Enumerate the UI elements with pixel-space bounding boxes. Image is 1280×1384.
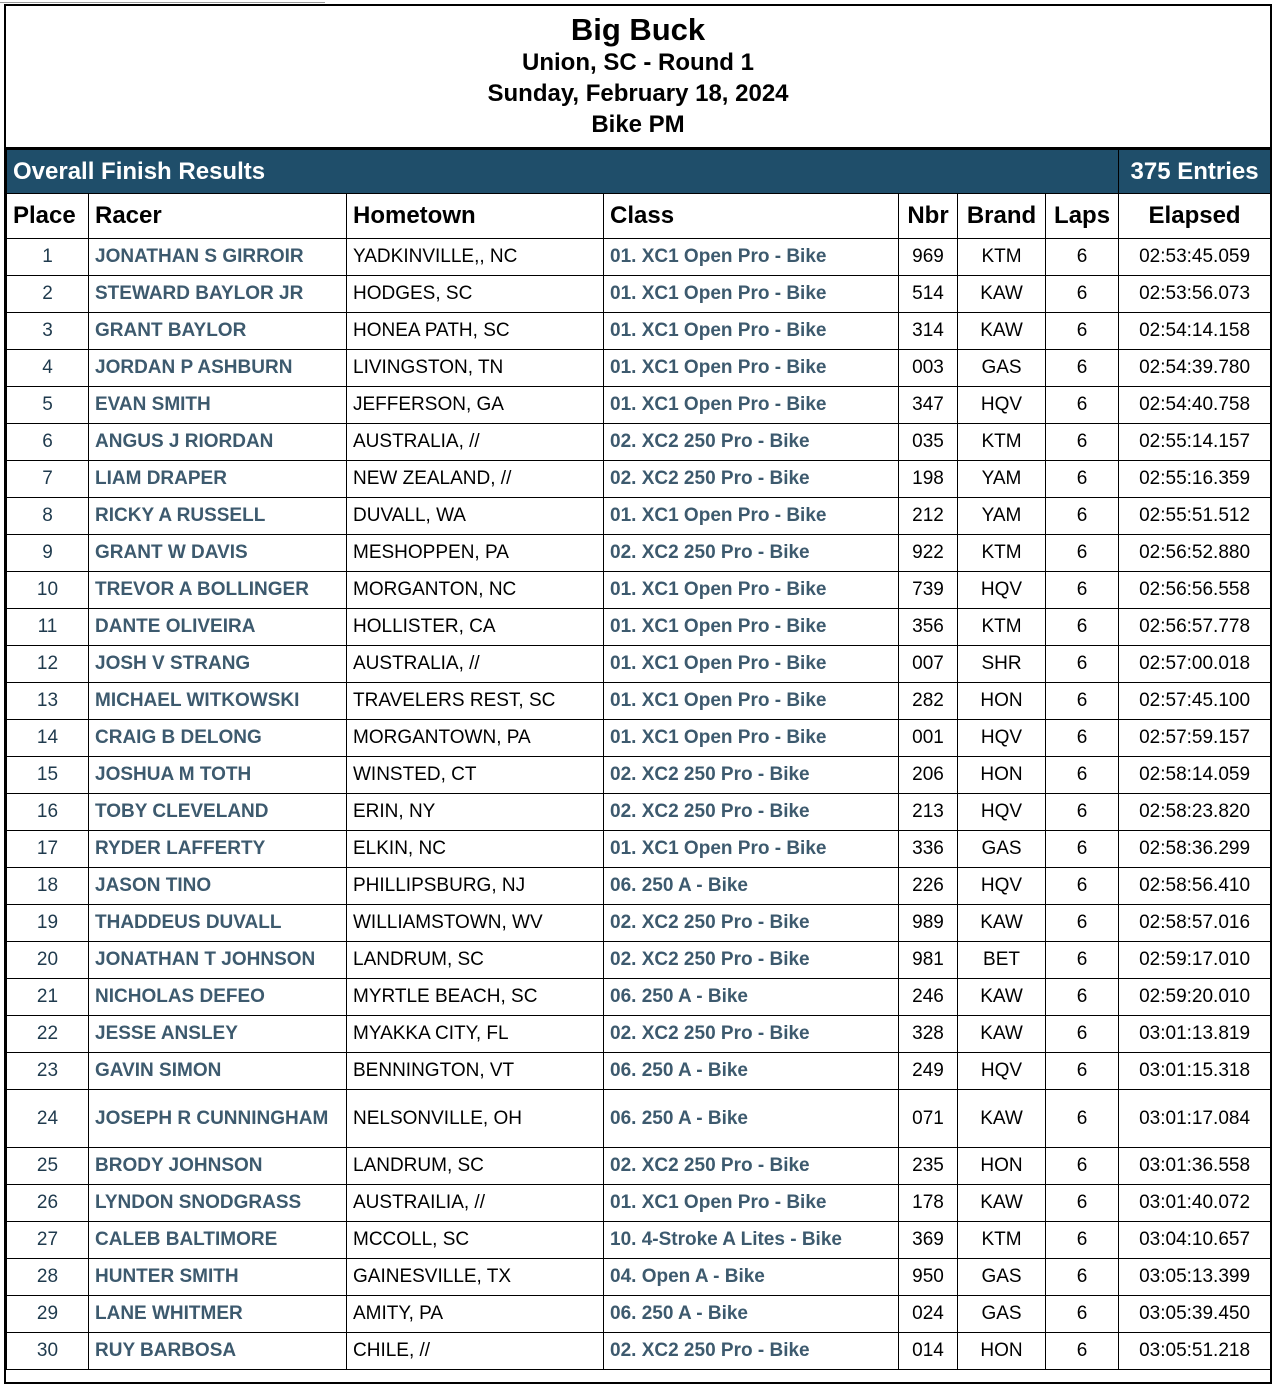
row-place: 26	[7, 1185, 89, 1222]
racer-name[interactable]: RUY BARBOSA	[89, 1333, 347, 1370]
bike-number: 071	[899, 1090, 958, 1148]
race-class: 02. XC2 250 Pro - Bike	[604, 905, 899, 942]
racer-name[interactable]: GRANT W DAVIS	[89, 535, 347, 572]
laps-count: 6	[1046, 1185, 1119, 1222]
row-place: 20	[7, 942, 89, 979]
elapsed-time: 02:53:45.059	[1119, 239, 1271, 276]
race-class: 06. 250 A - Bike	[604, 1090, 899, 1148]
racer-name[interactable]: JONATHAN S GIRROIR	[89, 239, 347, 276]
bike-brand: GAS	[958, 1259, 1046, 1296]
race-class: 02. XC2 250 Pro - Bike	[604, 535, 899, 572]
hometown: AUSTRAILIA, //	[347, 1185, 604, 1222]
laps-count: 6	[1046, 868, 1119, 905]
table-row	[7, 831, 1271, 868]
bike-number: 347	[899, 387, 958, 424]
bike-brand: KTM	[958, 239, 1046, 276]
bike-brand: SHR	[958, 646, 1046, 683]
elapsed-time: 02:56:52.880	[1119, 535, 1271, 572]
race-class: 02. XC2 250 Pro - Bike	[604, 1148, 899, 1185]
table-row	[7, 498, 1271, 535]
elapsed-time: 02:56:56.558	[1119, 572, 1271, 609]
bike-number: 007	[899, 646, 958, 683]
race-class: 01. XC1 Open Pro - Bike	[604, 720, 899, 757]
bike-brand: GAS	[958, 831, 1046, 868]
col-laps: Laps	[1046, 194, 1119, 239]
bike-number: 969	[899, 239, 958, 276]
bike-number: 328	[899, 1016, 958, 1053]
table-row	[7, 387, 1271, 424]
table-row	[7, 572, 1271, 609]
row-place: 8	[7, 498, 89, 535]
bike-brand: YAM	[958, 461, 1046, 498]
table-row	[7, 942, 1271, 979]
column-header-row	[7, 194, 1271, 239]
hometown: HOLLISTER, CA	[347, 609, 604, 646]
table-row	[7, 794, 1271, 831]
bike-brand: YAM	[958, 498, 1046, 535]
laps-count: 6	[1046, 387, 1119, 424]
elapsed-time: 02:57:59.157	[1119, 720, 1271, 757]
bike-brand: KAW	[958, 1016, 1046, 1053]
bike-brand: HON	[958, 1333, 1046, 1370]
elapsed-time: 03:05:39.450	[1119, 1296, 1271, 1333]
race-class: 01. XC1 Open Pro - Bike	[604, 313, 899, 350]
race-class: 02. XC2 250 Pro - Bike	[604, 794, 899, 831]
racer-name[interactable]: NICHOLAS DEFEO	[89, 979, 347, 1016]
table-row	[7, 1148, 1271, 1185]
laps-count: 6	[1046, 794, 1119, 831]
racer-name[interactable]: JOSEPH R CUNNINGHAM	[89, 1090, 347, 1148]
race-class: 06. 250 A - Bike	[604, 979, 899, 1016]
event-location: Union, SC - Round 1	[522, 49, 754, 76]
table-row	[7, 609, 1271, 646]
bike-number: 246	[899, 979, 958, 1016]
laps-count: 6	[1046, 831, 1119, 868]
elapsed-time: 02:58:56.410	[1119, 868, 1271, 905]
race-class: 04. Open A - Bike	[604, 1259, 899, 1296]
event-header	[6, 6, 1270, 149]
bike-number: 178	[899, 1185, 958, 1222]
bike-number: 206	[899, 757, 958, 794]
bike-brand: GAS	[958, 350, 1046, 387]
racer-name[interactable]: JORDAN P ASHBURN	[89, 350, 347, 387]
race-class: 10. 4-Stroke A Lites - Bike	[604, 1222, 899, 1259]
table-row	[7, 313, 1271, 350]
hometown: HONEA PATH, SC	[347, 313, 604, 350]
bike-brand: HQV	[958, 1053, 1046, 1090]
hometown: MYRTLE BEACH, SC	[347, 979, 604, 1016]
elapsed-time: 02:58:23.820	[1119, 794, 1271, 831]
table-row	[7, 720, 1271, 757]
bike-number: 314	[899, 313, 958, 350]
table-row	[7, 1333, 1271, 1370]
laps-count: 6	[1046, 239, 1119, 276]
col-elapsed: Elapsed	[1119, 194, 1271, 239]
hometown: ELKIN, NC	[347, 831, 604, 868]
laps-count: 6	[1046, 1148, 1119, 1185]
results-body	[7, 239, 1271, 1370]
row-place: 25	[7, 1148, 89, 1185]
race-class: 02. XC2 250 Pro - Bike	[604, 424, 899, 461]
elapsed-time: 03:05:51.218	[1119, 1333, 1271, 1370]
bike-brand: KAW	[958, 1185, 1046, 1222]
row-place: 27	[7, 1222, 89, 1259]
laps-count: 6	[1046, 1333, 1119, 1370]
table-row	[7, 905, 1271, 942]
hometown: PHILLIPSBURG, NJ	[347, 868, 604, 905]
bike-brand: HQV	[958, 868, 1046, 905]
row-place: 2	[7, 276, 89, 313]
bike-number: 950	[899, 1259, 958, 1296]
row-place: 19	[7, 905, 89, 942]
bike-brand: KTM	[958, 535, 1046, 572]
bike-brand: HQV	[958, 720, 1046, 757]
laps-count: 6	[1046, 1090, 1119, 1148]
elapsed-time: 02:57:45.100	[1119, 683, 1271, 720]
laps-count: 6	[1046, 942, 1119, 979]
racer-name[interactable]: STEWARD BAYLOR JR	[89, 276, 347, 313]
event-title: Big Buck	[570, 12, 706, 47]
bike-brand: HON	[958, 683, 1046, 720]
elapsed-time: 02:53:56.073	[1119, 276, 1271, 313]
racer-name[interactable]: JESSE ANSLEY	[89, 1016, 347, 1053]
row-place: 21	[7, 979, 89, 1016]
row-place: 29	[7, 1296, 89, 1333]
row-place: 30	[7, 1333, 89, 1370]
bike-number: 213	[899, 794, 958, 831]
race-class: 01. XC1 Open Pro - Bike	[604, 387, 899, 424]
bike-number: 369	[899, 1222, 958, 1259]
bike-brand: HON	[958, 1148, 1046, 1185]
racer-name[interactable]: JONATHAN T JOHNSON	[89, 942, 347, 979]
racer-name[interactable]: LYNDON SNODGRASS	[89, 1185, 347, 1222]
bike-number: 001	[899, 720, 958, 757]
elapsed-time: 03:04:10.657	[1119, 1222, 1271, 1259]
bike-brand: KTM	[958, 609, 1046, 646]
bike-brand: KAW	[958, 979, 1046, 1016]
elapsed-time: 02:58:36.299	[1119, 831, 1271, 868]
bike-number: 226	[899, 868, 958, 905]
elapsed-time: 03:01:13.819	[1119, 1016, 1271, 1053]
bike-number: 014	[899, 1333, 958, 1370]
laps-count: 6	[1046, 1053, 1119, 1090]
bike-brand: HQV	[958, 572, 1046, 609]
row-place: 12	[7, 646, 89, 683]
table-row	[7, 1259, 1271, 1296]
row-place: 6	[7, 424, 89, 461]
top-divider	[0, 0, 325, 3]
hometown: MORGANTON, NC	[347, 572, 604, 609]
col-class: Class	[604, 194, 899, 239]
elapsed-time: 02:56:57.778	[1119, 609, 1271, 646]
bike-brand: KAW	[958, 1090, 1046, 1148]
hometown: MYAKKA CITY, FL	[347, 1016, 604, 1053]
elapsed-time: 02:59:20.010	[1119, 979, 1271, 1016]
bike-number: 514	[899, 276, 958, 313]
racer-name[interactable]: THADDEUS DUVALL	[89, 905, 347, 942]
laps-count: 6	[1046, 757, 1119, 794]
racer-name[interactable]: DANTE OLIVEIRA	[89, 609, 347, 646]
elapsed-time: 02:57:00.018	[1119, 646, 1271, 683]
bike-brand: KAW	[958, 276, 1046, 313]
hometown: TRAVELERS REST, SC	[347, 683, 604, 720]
elapsed-time: 03:05:13.399	[1119, 1259, 1271, 1296]
results-sheet	[4, 4, 1272, 1384]
racer-name[interactable]: CALEB BALTIMORE	[89, 1222, 347, 1259]
hometown: GAINESVILLE, TX	[347, 1259, 604, 1296]
bike-brand: KTM	[958, 424, 1046, 461]
racer-name[interactable]: BRODY JOHNSON	[89, 1148, 347, 1185]
row-place: 16	[7, 794, 89, 831]
race-class: 02. XC2 250 Pro - Bike	[604, 1333, 899, 1370]
bike-number: 356	[899, 609, 958, 646]
table-row	[7, 1053, 1271, 1090]
laps-count: 6	[1046, 979, 1119, 1016]
race-class: 01. XC1 Open Pro - Bike	[604, 831, 899, 868]
race-class: 01. XC1 Open Pro - Bike	[604, 276, 899, 313]
row-place: 23	[7, 1053, 89, 1090]
bike-number: 282	[899, 683, 958, 720]
bike-brand: KTM	[958, 1222, 1046, 1259]
hometown: DUVALL, WA	[347, 498, 604, 535]
racer-name[interactable]: HUNTER SMITH	[89, 1259, 347, 1296]
race-class: 01. XC1 Open Pro - Bike	[604, 239, 899, 276]
section-bar	[7, 150, 1271, 194]
racer-name[interactable]: ANGUS J RIORDAN	[89, 424, 347, 461]
laps-count: 6	[1046, 313, 1119, 350]
table-row	[7, 424, 1271, 461]
race-class: 01. XC1 Open Pro - Bike	[604, 646, 899, 683]
hometown: BENNINGTON, VT	[347, 1053, 604, 1090]
row-place: 13	[7, 683, 89, 720]
hometown: AMITY, PA	[347, 1296, 604, 1333]
row-place: 14	[7, 720, 89, 757]
race-class: 06. 250 A - Bike	[604, 868, 899, 905]
laps-count: 6	[1046, 609, 1119, 646]
racer-name[interactable]: JOSHUA M TOTH	[89, 757, 347, 794]
hometown: LANDRUM, SC	[347, 1148, 604, 1185]
col-hometown: Hometown	[347, 194, 604, 239]
bike-number: 249	[899, 1053, 958, 1090]
row-place: 7	[7, 461, 89, 498]
race-class: 02. XC2 250 Pro - Bike	[604, 461, 899, 498]
bike-number: 198	[899, 461, 958, 498]
racer-name[interactable]: RICKY A RUSSELL	[89, 498, 347, 535]
race-class: 01. XC1 Open Pro - Bike	[604, 350, 899, 387]
bike-brand: KAW	[958, 313, 1046, 350]
racer-name[interactable]: RYDER LAFFERTY	[89, 831, 347, 868]
table-row	[7, 1296, 1271, 1333]
laps-count: 6	[1046, 498, 1119, 535]
bike-number: 989	[899, 905, 958, 942]
laps-count: 6	[1046, 350, 1119, 387]
racer-name[interactable]: GAVIN SIMON	[89, 1053, 347, 1090]
racer-name[interactable]: CRAIG B DELONG	[89, 720, 347, 757]
elapsed-time: 02:54:14.158	[1119, 313, 1271, 350]
racer-name[interactable]: LIAM DRAPER	[89, 461, 347, 498]
bike-brand: GAS	[958, 1296, 1046, 1333]
bike-number: 024	[899, 1296, 958, 1333]
hometown: LIVINGSTON, TN	[347, 350, 604, 387]
col-racer: Racer	[89, 194, 347, 239]
event-date: Sunday, February 18, 2024	[487, 80, 789, 107]
table-row	[7, 1222, 1271, 1259]
racer-name[interactable]: MICHAEL WITKOWSKI	[89, 683, 347, 720]
bike-brand: HQV	[958, 387, 1046, 424]
laps-count: 6	[1046, 905, 1119, 942]
bike-number: 035	[899, 424, 958, 461]
laps-count: 6	[1046, 276, 1119, 313]
laps-count: 6	[1046, 424, 1119, 461]
results-table	[6, 149, 1271, 1370]
row-place: 1	[7, 239, 89, 276]
race-class: 06. 250 A - Bike	[604, 1296, 899, 1333]
bike-brand: HQV	[958, 794, 1046, 831]
hometown: JEFFERSON, GA	[347, 387, 604, 424]
bike-brand: KAW	[958, 905, 1046, 942]
row-place: 28	[7, 1259, 89, 1296]
elapsed-time: 02:54:40.758	[1119, 387, 1271, 424]
hometown: NELSONVILLE, OH	[347, 1090, 604, 1148]
row-place: 22	[7, 1016, 89, 1053]
racer-name[interactable]: TREVOR A BOLLINGER	[89, 572, 347, 609]
hometown: LANDRUM, SC	[347, 942, 604, 979]
table-row	[7, 276, 1271, 313]
bike-brand: HON	[958, 757, 1046, 794]
elapsed-time: 02:59:17.010	[1119, 942, 1271, 979]
elapsed-time: 02:55:14.157	[1119, 424, 1271, 461]
racer-name[interactable]: JOSH V STRANG	[89, 646, 347, 683]
hometown: CHILE, //	[347, 1333, 604, 1370]
hometown: WILLIAMSTOWN, WV	[347, 905, 604, 942]
section-title: Overall Finish Results	[7, 150, 1119, 194]
bike-number: 212	[899, 498, 958, 535]
table-row	[7, 757, 1271, 794]
laps-count: 6	[1046, 572, 1119, 609]
race-class: 01. XC1 Open Pro - Bike	[604, 683, 899, 720]
race-class: 01. XC1 Open Pro - Bike	[604, 572, 899, 609]
laps-count: 6	[1046, 720, 1119, 757]
bike-number: 235	[899, 1148, 958, 1185]
laps-count: 6	[1046, 1259, 1119, 1296]
elapsed-time: 02:54:39.780	[1119, 350, 1271, 387]
race-class: 02. XC2 250 Pro - Bike	[604, 757, 899, 794]
table-row	[7, 239, 1271, 276]
laps-count: 6	[1046, 1296, 1119, 1333]
row-place: 24	[7, 1090, 89, 1148]
bike-number: 003	[899, 350, 958, 387]
elapsed-time: 03:01:15.318	[1119, 1053, 1271, 1090]
row-place: 18	[7, 868, 89, 905]
entries-count: 375 Entries	[1119, 150, 1271, 194]
bike-number: 336	[899, 831, 958, 868]
table-row	[7, 868, 1271, 905]
hometown: AUSTRALIA, //	[347, 646, 604, 683]
table-row	[7, 461, 1271, 498]
table-row	[7, 683, 1271, 720]
laps-count: 6	[1046, 683, 1119, 720]
racer-name[interactable]: EVAN SMITH	[89, 387, 347, 424]
table-row	[7, 350, 1271, 387]
hometown: HODGES, SC	[347, 276, 604, 313]
race-class: 02. XC2 250 Pro - Bike	[604, 942, 899, 979]
racer-name[interactable]: JASON TINO	[89, 868, 347, 905]
laps-count: 6	[1046, 535, 1119, 572]
row-place: 9	[7, 535, 89, 572]
hometown: WINSTED, CT	[347, 757, 604, 794]
bike-brand: BET	[958, 942, 1046, 979]
racer-name[interactable]: TOBY CLEVELAND	[89, 794, 347, 831]
race-class: 01. XC1 Open Pro - Bike	[604, 1185, 899, 1222]
bike-number: 739	[899, 572, 958, 609]
race-class: 06. 250 A - Bike	[604, 1053, 899, 1090]
elapsed-time: 02:55:51.512	[1119, 498, 1271, 535]
col-nbr: Nbr	[899, 194, 958, 239]
elapsed-time: 03:01:40.072	[1119, 1185, 1271, 1222]
hometown: ERIN, NY	[347, 794, 604, 831]
race-class: 01. XC1 Open Pro - Bike	[604, 609, 899, 646]
bike-number: 981	[899, 942, 958, 979]
bike-number: 922	[899, 535, 958, 572]
laps-count: 6	[1046, 1222, 1119, 1259]
table-row	[7, 646, 1271, 683]
elapsed-time: 02:58:57.016	[1119, 905, 1271, 942]
table-row	[7, 1016, 1271, 1053]
row-place: 15	[7, 757, 89, 794]
hometown: AUSTRALIA, //	[347, 424, 604, 461]
table-row	[7, 979, 1271, 1016]
elapsed-time: 03:01:17.084	[1119, 1090, 1271, 1148]
race-class: 01. XC1 Open Pro - Bike	[604, 498, 899, 535]
racer-name[interactable]: GRANT BAYLOR	[89, 313, 347, 350]
laps-count: 6	[1046, 1016, 1119, 1053]
elapsed-time: 03:01:36.558	[1119, 1148, 1271, 1185]
row-place: 4	[7, 350, 89, 387]
laps-count: 6	[1046, 646, 1119, 683]
hometown: MCCOLL, SC	[347, 1222, 604, 1259]
race-class: 02. XC2 250 Pro - Bike	[604, 1016, 899, 1053]
hometown: YADKINVILLE,, NC	[347, 239, 604, 276]
col-brand: Brand	[958, 194, 1046, 239]
hometown: NEW ZEALAND, //	[347, 461, 604, 498]
hometown: MORGANTOWN, PA	[347, 720, 604, 757]
elapsed-time: 02:58:14.059	[1119, 757, 1271, 794]
row-place: 10	[7, 572, 89, 609]
row-place: 11	[7, 609, 89, 646]
row-place: 17	[7, 831, 89, 868]
table-row	[7, 1090, 1271, 1148]
row-place: 3	[7, 313, 89, 350]
row-place: 5	[7, 387, 89, 424]
laps-count: 6	[1046, 461, 1119, 498]
elapsed-time: 02:55:16.359	[1119, 461, 1271, 498]
event-session: Bike PM	[591, 111, 685, 138]
col-place: Place	[7, 194, 89, 239]
table-row	[7, 1185, 1271, 1222]
racer-name[interactable]: LANE WHITMER	[89, 1296, 347, 1333]
hometown: MESHOPPEN, PA	[347, 535, 604, 572]
table-row	[7, 535, 1271, 572]
